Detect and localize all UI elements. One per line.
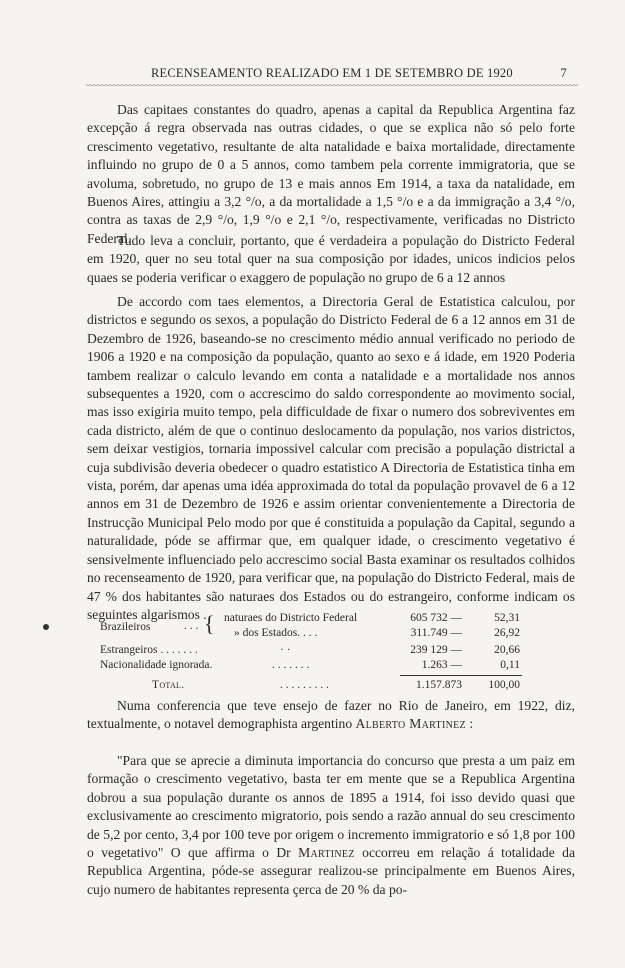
row-sub-1: naturaes do Districto Federal <box>224 612 358 624</box>
page-number: 7 <box>560 66 567 80</box>
quotation-text <box>87 752 575 899</box>
paragraph-4-body: Numa conferencia que teve ensejo de fazer no Rio de Janeiro, em 1922, diz, textualmente, o notavel demographista argentino <box>87 698 575 732</box>
total-label: Total. <box>152 679 185 691</box>
row-percent-2: 26,92 <box>494 627 520 639</box>
total-percent: 100,00 <box>488 679 520 691</box>
paragraph-4-text: Numa conferencia que teve ensejo de fazer no Rio de Janeiro, em 1922, diz, textualmente, o notavel demographista argentino Alberto Martinez : <box>87 698 575 732</box>
row-label: Nacionalidade ignorada. <box>100 659 213 671</box>
row-number: 239 129 — <box>410 644 462 656</box>
paragraph-4 <box>87 697 575 734</box>
author-name: Alberto Martinez <box>355 716 466 732</box>
table-row <box>100 627 570 643</box>
quote-part-b: occorreu em relação á totalidade da Republica Argentina, póde-se assegurar realizou-se principalmente em Buenos Aires, cujo numero de habitantes representa çerca de 20 % da po- <box>87 845 575 897</box>
row-number-1: 605 732 — <box>410 612 462 624</box>
table-total-rule <box>400 675 522 676</box>
running-header <box>93 66 573 86</box>
row-percent: 0,11 <box>500 659 520 671</box>
row-number: 1.263 — <box>421 659 462 671</box>
table-row <box>100 644 570 660</box>
row-dots: . . . . . . . <box>272 659 310 671</box>
quotation-paragraph <box>87 752 575 899</box>
paragraph-2-text: Tudo leva a concluir, portanto, que é verdadeira a população do Districto Federal em 1920, quer no seu total quer na sua composição por idades, unicos indicios pelos quaes se poderia verificar o exaggero de população no grupo de 6 a 12 annos <box>87 233 575 285</box>
header-title: RECENSEAMENTO REALIZADO EM 1 DE SETEMBRO DE 1920 <box>151 66 513 80</box>
paragraph-3 <box>87 293 575 624</box>
row-percent-1: 52,31 <box>494 612 520 624</box>
margin-dot <box>43 624 49 630</box>
table-row <box>100 679 570 695</box>
header-wavy-rule <box>86 84 578 90</box>
paragraph-1 <box>87 101 575 248</box>
brace-icon: { <box>204 611 215 636</box>
row-dots: · · <box>280 644 291 656</box>
table-row <box>100 659 570 675</box>
row-dots: . . . . . . . . . <box>280 679 329 691</box>
row-label: Brazileiros <box>100 621 151 633</box>
paragraph-2 <box>87 232 575 287</box>
row-percent: 20,66 <box>494 644 520 656</box>
total-number: 1.157.873 <box>416 679 462 691</box>
quote-author-name: Martinez <box>298 845 355 861</box>
paragraph-3-text: De accordo com taes elementos, a Directoria Geral de Estatistica calculou, por districtos e segundo os sexos, a população do Districto Federal de 6 a 12 annos em 31 de Dezembro de 1926, baseando-se no crescimento médio annual verificado no periodo de 1906 a 1920 e na composição da população, quanto ao sexo e á idade, em 1920 Poderia tambem realizar o calculo levando em conta a natalidade e a mortalidade nos annos subsequentes a 1920, com o accrescimo do saldo correspondente ao movimento social, mas isso exigiria muito tempo, pela difficuldade de fixar o numero dos sobreviventes em cada districto, além de que o continuo deslocamento da população, nos varios districtos, sem deixar vestigios, tornaria impossivel calcular com precisão a população districtal a cuja subdivisão deveria obedecer o quadro estatistico A Directoria de Estatistica tinha em vista, porém, dar apenas uma idéa approximada do total da população provavel de 6 a 12 annos em 31 de Dezembro de 1926 e assim orientar convenientemente a Directoria de Instrucção Municipal Pelo modo por que é constituida a população da Capital, segundo a naturalidade, póde se affirmar que, em qualquer idade, o crescimento vegetativo é sensivelmente influenciado pelo accrescimo social Basta examinar os resultados colhidos no recenseamento de 1920, para verificar que, na população do Districto Federal, mais de 47 % dos habitantes são naturaes dos Estados ou do estrangeiro, conforme indicam os seguintes algarismos . <box>87 294 575 622</box>
dots: . . . <box>184 620 199 632</box>
row-label: Estrangeiros . . . . . . . <box>100 644 198 656</box>
quote-part-a: "Para que se aprecie a diminuta importancia do concurso que presta a um paiz em formação o crescimento vegetativo, basta ter em mente que se a Republica Argentina dobrou a sua população durante os annos de 1895 a 1914, foi isso devido quasi que exclusivamente ao crescimento migratorio, pois sendo a razão annual do seu crescimento de 5,2 por cento, 3,4 por 100 teve por origem o incremento immigratorio e só 1,8 por 100 o vegetativo" O que affirma o Dr <box>87 753 575 861</box>
row-sub-2: » dos Estados. . . . <box>234 627 318 639</box>
row-number-2: 311.749 — <box>410 627 462 639</box>
nationality-table <box>100 612 570 692</box>
paragraph-1-text: Das capitaes constantes do quadro, apenas a capital da Republica Argentina faz excepção á regra observada nas outras cidades, o que se explica não só pelo forte crescimento vegetativo, resultante de alta natalidade e baixa mortalidade, directamente influindo no grupo de 0 a 5 annos, como tambem pela corrente immigratoria, que se avoluma, sobretudo, no grupo de 13 e mais annos Em 1914, a taxa da natalidade, em Buenos Aires, attingiu a 3,2 °/o, a da mortalidade a 1,5 °/o e a da immigração a 3,4 °/o, contra as taxas de 2,9 °/o, 1,9 °/o e 2,1 °/o, respectivamente, verificadas no Districto Federal. <box>87 102 575 246</box>
